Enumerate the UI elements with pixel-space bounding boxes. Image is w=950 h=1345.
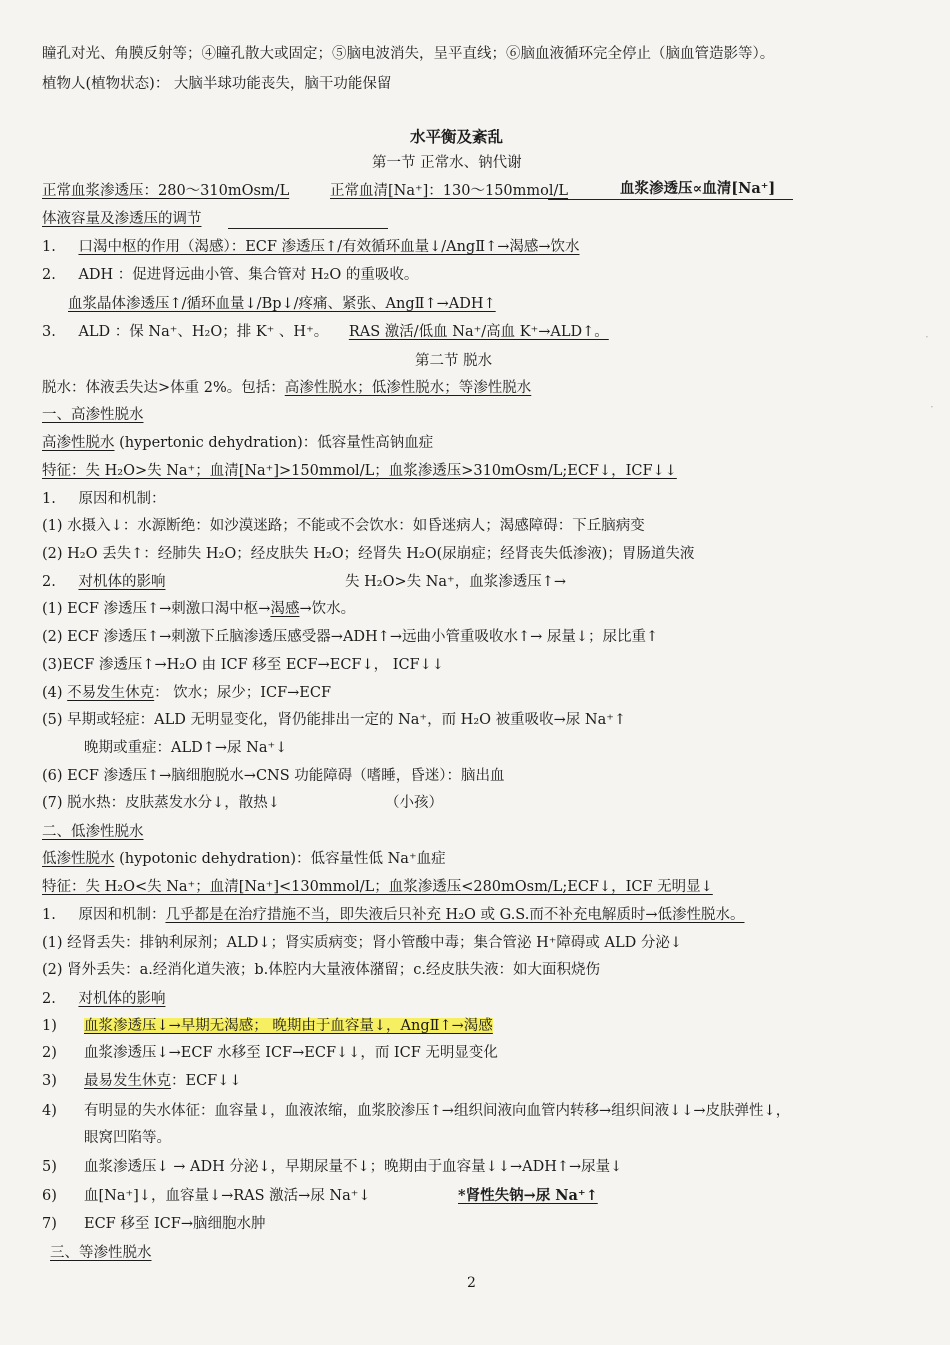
heading-hypotonic: 二、低渗性脱水 [42, 824, 144, 840]
cause-heading: 原因和机制： [78, 491, 166, 507]
hypotonic-cause: 几乎都是在治疗措施不当，即失液后只补充 H₂O 或 G.S.而不补充电解质时→低渗性脱水。 [165, 907, 745, 923]
dehydration-definition: 脱水：体液丢失达>体重 2%。包括： [42, 380, 285, 396]
item-number: 2. [42, 991, 56, 1007]
text-line [42, 822, 144, 842]
list-item [42, 710, 626, 730]
cause-heading: 原因和机制： [78, 907, 166, 923]
hypotonic-definition: (hypotonic dehydration)：低容量性低 Na⁺血症 [114, 851, 446, 867]
item-number: 1. [42, 239, 56, 255]
scan-speck: · [925, 330, 929, 344]
text-line [620, 179, 775, 199]
list-item [42, 989, 165, 1009]
item-number: 1. [42, 491, 56, 507]
osmolality-sodium-relation: 血浆渗透压∝血清[Na⁺] [620, 180, 776, 197]
item-number: 1. [42, 907, 56, 923]
list-item [42, 627, 658, 647]
term-hypotonic: 低渗性脱水 [42, 851, 115, 867]
effect-3: ：ECF↓↓ [171, 1073, 242, 1089]
text-line [42, 44, 774, 64]
heading-hypertonic: 一、高渗性脱水 [42, 407, 144, 423]
list-item [42, 265, 418, 285]
effect-4: ： 饮水；尿少；ICF→ECF [154, 685, 332, 701]
text-line [42, 877, 713, 897]
text-line [42, 405, 144, 425]
list-item [42, 766, 505, 786]
list-item [42, 933, 682, 953]
text-line [345, 572, 566, 592]
text-line [84, 738, 287, 758]
vegetative-state: 植物人(植物状态)： 大脑半球功能丧失，脑干功能保留 [42, 76, 392, 92]
list-item [42, 599, 355, 619]
normal-serum-sodium: 正常血清[Na⁺]：130～150mmol/L [330, 183, 569, 199]
section-title: 第一节 正常水、钠代谢 [372, 155, 522, 171]
chapter-title: 水平衡及紊乱 [410, 127, 504, 146]
brain-death-criteria: 瞳孔对光、角膜反射等；④瞳孔散大或固定；⑤脑电波消失，呈平直线；⑥脑血液循环完全停止（脑血管造影等）。 [42, 46, 775, 62]
list-item [42, 1016, 493, 1036]
shock-prone-term: 最易发生休克 [84, 1073, 171, 1089]
item-number: 6) [42, 1188, 57, 1204]
page-number: 2 [467, 1275, 476, 1291]
effect-3: (3)ECF 渗透压↑→H₂O 由 ICF 移至 ECF→ECF↓， ICF↓↓ [42, 657, 444, 673]
list-item [42, 793, 280, 813]
list-item [42, 322, 609, 342]
cause-2: (2) H₂O 丢失↑：经肺失 H₂O；经皮肤失 H₂O；经肾失 H₂O(尿崩症；经肾丧失低渗液)；胃肠道失液 [42, 546, 695, 562]
list-item [42, 1101, 790, 1121]
list-item [42, 1157, 622, 1177]
renal-loss: (1) 经肾丢失：排钠利尿剂；ALD↓；肾实质病变；肾小管酸中毒；集合管泌 H⁺障碍或 ALD 分泌↓ [42, 935, 683, 951]
list-item [42, 960, 600, 980]
adh-triggers: 血浆晶体渗透压↑/循环血量↓/Bp↓/疼痛、紧张、AngⅡ↑→ADH↑ [68, 296, 496, 312]
text-line [42, 849, 446, 869]
list-item [42, 489, 165, 509]
item-number: 3. [42, 324, 56, 340]
effect-4-num: (4) [42, 685, 68, 701]
effect-1-end: →饮水。 [299, 601, 356, 617]
effect-6: 血[Na⁺]↓，血容量↓→RAS 激活→尿 Na⁺↓ [84, 1188, 371, 1204]
text-line [42, 461, 677, 481]
effects-summary: 失 H₂O>失 Na⁺，血浆渗透压↑→ [345, 574, 566, 590]
text-line [84, 1128, 171, 1148]
list-item [42, 1043, 498, 1063]
text-line [42, 74, 391, 94]
list-item [42, 1071, 242, 1091]
text-line [42, 209, 202, 229]
list-item [42, 683, 331, 703]
hypertonic-features: 特征：失 H₂O>失 Na⁺；血清[Na⁺]>150mmol/L；血浆渗透压>310mOsm/L;ECF↓，ICF↓↓ [42, 463, 677, 479]
effect-2: (2) ECF 渗透压↑→刺激下丘脑渗透压感受器→ADH↑→远曲小管重吸收水↑→ 尿量↓；尿比重↑ [42, 629, 659, 645]
text-line [42, 433, 433, 453]
item-number: 2. [42, 267, 56, 283]
ald: ALD ：保 Na⁺、H₂O；排 K⁺ 、H⁺。 [78, 324, 329, 340]
effects-heading: 对机体的影响 [78, 574, 166, 590]
text-line [42, 378, 531, 398]
item-number: 4) [42, 1103, 57, 1119]
hypertonic-definition: (hypertonic dehydration)：低容量性高钠血症 [114, 435, 434, 451]
list-item [42, 905, 744, 925]
adh: ADH ：促进肾远曲小管、集合管对 H₂O 的重吸收。 [78, 267, 419, 283]
divider [228, 228, 388, 229]
text-line [68, 294, 496, 314]
effect-5: 血浆渗透压↓ → ADH 分泌↓，早期尿量不↓；晚期由于血容量↓↓→ADH↑→尿量↓ [84, 1159, 623, 1175]
effect-7: (7) 脱水热：皮肤蒸发水分↓，散热↓ [42, 795, 280, 811]
effect-6: (6) ECF 渗透压↑→脑细胞脱水→CNS 功能障碍（嗜睡，昏迷）：脑出血 [42, 768, 505, 784]
effects-heading: 对机体的影响 [78, 991, 166, 1007]
highlighted-effect-1: 血浆渗透压↓→早期无渴感； 晚期由于血容量↓，AngⅡ↑→渴感 [84, 1018, 493, 1034]
list-item [42, 544, 694, 564]
scan-speck: · [930, 400, 934, 414]
term-hypertonic: 高渗性脱水 [42, 435, 115, 451]
text-line [50, 1243, 152, 1263]
text-line [385, 793, 443, 813]
item-number: 5) [42, 1159, 57, 1175]
text-line [42, 181, 289, 201]
item-number: 2. [42, 574, 56, 590]
divider [548, 199, 793, 200]
extrarenal-loss: (2) 肾外丢失：a.经消化道失液；b.体腔内大量液体潴留；c.经皮肤失液：如大面积烧伤 [42, 962, 601, 978]
list-item [42, 1214, 266, 1234]
dehydration-types: 高渗性脱水；低渗性脱水；等渗性脱水 [284, 380, 532, 396]
item-number: 3) [42, 1073, 57, 1089]
list-item [42, 237, 580, 257]
item-number: 1) [42, 1018, 57, 1034]
list-item [42, 655, 444, 675]
subsection-heading: 体液容量及渗透压的调节 [42, 211, 202, 227]
effect-7-note: （小孩） [385, 795, 443, 811]
no-shock-term: 不易发生休克 [67, 685, 155, 701]
list-item [42, 572, 165, 592]
cause-1: (1) 水摄入↓：水源断绝：如沙漠迷路；不能或不会饮水：如昏迷病人；渴感障碍：下丘脑病变 [42, 518, 645, 534]
hypotonic-features: 特征：失 H₂O<失 Na⁺；血清[Na⁺]<130mmol/L；血浆渗透压<280mOsm/L;ECF↓，ICF 无明显↓ [42, 879, 713, 895]
effect-1: (1) ECF 渗透压↑→刺激口渴中枢→ [42, 601, 271, 617]
thirst-term: 渴感 [270, 601, 300, 617]
effect-5-late: 晚期或重症：ALD↑→尿 Na⁺↓ [84, 740, 288, 756]
text-line [330, 181, 568, 201]
thirst-center: 口渴中枢的作用（渴感）：ECF 渗透压↑/有效循环血量↓/AngⅡ↑→渴感→饮水 [78, 239, 580, 255]
item-number: 2) [42, 1045, 57, 1061]
effect-4: 有明显的失水体征：血容量↓，血液浓缩，血浆胶渗压↑→组织间液向血管内转移→组织间液↓↓→皮肤弹性↓， [84, 1103, 791, 1119]
effect-5: (5) 早期或轻症：ALD 无明显变化，肾仍能排出一定的 Na⁺，而 H₂O 被重吸收→尿 Na⁺↑ [42, 712, 627, 728]
ald-triggers: RAS 激活/低血 Na⁺/高血 K⁺→ALD↑。 [348, 324, 609, 340]
item-number: 7) [42, 1216, 57, 1232]
text-line [458, 1186, 598, 1206]
list-item [42, 516, 645, 536]
renal-sodium-loss: *肾性失钠→尿 Na⁺↑ [458, 1187, 598, 1204]
normal-plasma-osmolality: 正常血浆渗透压：280～310mOsm/L [42, 183, 290, 199]
effect-7: ECF 移至 ICF→脑细胞水肿 [84, 1216, 266, 1232]
heading-isotonic: 三、等渗性脱水 [50, 1245, 152, 1261]
effect-4-cont: 眼窝凹陷等。 [84, 1130, 171, 1146]
section-title: 第二节 脱水 [415, 353, 493, 369]
list-item [42, 1186, 371, 1206]
effect-2: 血浆渗透压↓→ECF 水移至 ICF→ECF↓↓，而 ICF 无明显变化 [84, 1045, 498, 1061]
